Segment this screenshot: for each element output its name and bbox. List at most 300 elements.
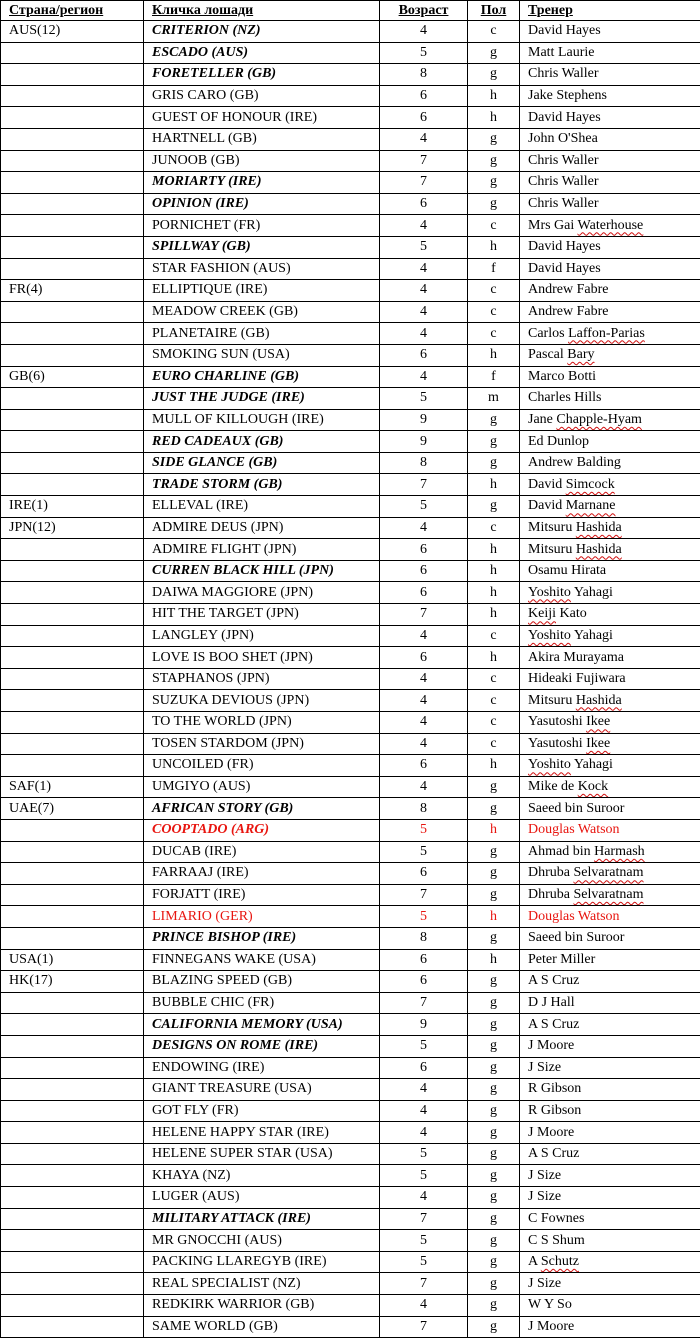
country-cell [1, 539, 144, 561]
table-row [1, 906, 700, 928]
horse-name-cell: PRINCE BISHOP (IRE) [144, 927, 380, 949]
header-row [1, 1, 700, 21]
sex-cell: c [468, 21, 520, 43]
country-cell [1, 1079, 144, 1101]
trainer-cell: Dhruba Selvaratnam [520, 884, 700, 906]
age-cell: 4 [380, 517, 468, 539]
trainer-cell: David Hayes [520, 107, 700, 129]
horse-name-cell: REDKIRK WARRIOR (GB) [144, 1295, 380, 1317]
table-row [1, 1230, 700, 1252]
sex-cell: c [468, 517, 520, 539]
country-cell [1, 690, 144, 712]
country-cell [1, 755, 144, 777]
country-cell [1, 474, 144, 496]
sex-cell: h [468, 906, 520, 928]
trainer-cell: Osamu Hirata [520, 560, 700, 582]
age-cell: 7 [380, 474, 468, 496]
table-row [1, 1187, 700, 1209]
country-cell [1, 344, 144, 366]
trainer-cell: Mitsuru Hashida [520, 539, 700, 561]
sex-cell: h [468, 560, 520, 582]
table-row [1, 85, 700, 107]
sex-cell: g [468, 1143, 520, 1165]
sex-cell: g [468, 1122, 520, 1144]
trainer-cell: Yasutoshi Ikee [520, 712, 700, 734]
horse-name-cell: PLANETAIRE (GB) [144, 323, 380, 345]
table-row [1, 582, 700, 604]
sex-cell: g [468, 1251, 520, 1273]
sex-cell: g [468, 431, 520, 453]
horse-name-cell: STAPHANOS (JPN) [144, 668, 380, 690]
table-row [1, 1165, 700, 1187]
sex-cell: h [468, 474, 520, 496]
sex-cell: g [468, 172, 520, 194]
age-cell: 5 [380, 1251, 468, 1273]
trainer-cell: Chris Waller [520, 150, 700, 172]
age-cell: 7 [380, 172, 468, 194]
age-cell: 5 [380, 388, 468, 410]
horse-name-cell: EURO CHARLINE (GB) [144, 366, 380, 388]
trainer-cell: J Moore [520, 1035, 700, 1057]
sex-cell: g [468, 452, 520, 474]
trainer-cell: Marco Botti [520, 366, 700, 388]
table-row [1, 1035, 700, 1057]
country-cell [1, 1143, 144, 1165]
sex-cell: g [468, 1100, 520, 1122]
country-cell [1, 1316, 144, 1338]
horse-name-cell: PACKING LLAREGYB (IRE) [144, 1251, 380, 1273]
country-cell [1, 841, 144, 863]
horse-name-cell: MR GNOCCHI (AUS) [144, 1230, 380, 1252]
age-cell: 4 [380, 1187, 468, 1209]
trainer-cell: J Moore [520, 1316, 700, 1338]
age-cell: 6 [380, 971, 468, 993]
country-cell [1, 647, 144, 669]
trainer-cell: A S Cruz [520, 1014, 700, 1036]
trainer-cell: J Size [520, 1273, 700, 1295]
age-cell: 9 [380, 409, 468, 431]
horse-name-cell: GIANT TREASURE (USA) [144, 1079, 380, 1101]
sex-cell: g [468, 927, 520, 949]
age-cell: 5 [380, 1165, 468, 1187]
table-row [1, 366, 700, 388]
sex-cell: g [468, 1165, 520, 1187]
header-sex: Пол [468, 1, 520, 21]
trainer-cell: J Size [520, 1165, 700, 1187]
country-cell [1, 1295, 144, 1317]
country-cell [1, 712, 144, 734]
sex-cell: c [468, 668, 520, 690]
sex-cell: g [468, 150, 520, 172]
trainer-cell: Andrew Fabre [520, 301, 700, 323]
country-cell [1, 884, 144, 906]
trainer-cell: Akira Murayama [520, 647, 700, 669]
table-row [1, 1251, 700, 1273]
table-row [1, 496, 700, 518]
country-cell [1, 819, 144, 841]
horse-name-cell: UMGIYO (AUS) [144, 776, 380, 798]
table-row [1, 258, 700, 280]
table-row [1, 625, 700, 647]
sex-cell: g [468, 1079, 520, 1101]
sex-cell: g [468, 1187, 520, 1209]
table-row [1, 64, 700, 86]
age-cell: 6 [380, 1057, 468, 1079]
age-cell: 4 [380, 1122, 468, 1144]
country-cell [1, 604, 144, 626]
age-cell: 7 [380, 604, 468, 626]
trainer-cell: Mitsuru Hashida [520, 517, 700, 539]
horse-name-cell: LUGER (AUS) [144, 1187, 380, 1209]
horse-name-cell: HARTNELL (GB) [144, 128, 380, 150]
table-row [1, 452, 700, 474]
country-cell [1, 431, 144, 453]
country-cell [1, 107, 144, 129]
table-row [1, 301, 700, 323]
age-cell: 9 [380, 1014, 468, 1036]
country-cell: FR(4) [1, 280, 144, 302]
table-row [1, 388, 700, 410]
horse-name-cell: DESIGNS ON ROME (IRE) [144, 1035, 380, 1057]
sex-cell: h [468, 107, 520, 129]
country-cell [1, 1165, 144, 1187]
country-cell [1, 1187, 144, 1209]
age-cell: 7 [380, 992, 468, 1014]
sex-cell: g [468, 1316, 520, 1338]
table-row [1, 668, 700, 690]
table-row [1, 236, 700, 258]
age-cell: 5 [380, 819, 468, 841]
horse-name-cell: HELENE HAPPY STAR (IRE) [144, 1122, 380, 1144]
table-row [1, 172, 700, 194]
horse-name-cell: SIDE GLANCE (GB) [144, 452, 380, 474]
trainer-cell: A Schutz [520, 1251, 700, 1273]
table-row [1, 712, 700, 734]
horse-name-cell: FINNEGANS WAKE (USA) [144, 949, 380, 971]
table-row [1, 323, 700, 345]
country-cell [1, 1208, 144, 1230]
country-cell [1, 150, 144, 172]
sex-cell: c [468, 280, 520, 302]
horse-name-cell: GRIS CARO (GB) [144, 85, 380, 107]
age-cell: 9 [380, 431, 468, 453]
sex-cell: g [468, 1208, 520, 1230]
horse-name-cell: SUZUKA DEVIOUS (JPN) [144, 690, 380, 712]
table-row [1, 604, 700, 626]
age-cell: 4 [380, 1295, 468, 1317]
age-cell: 4 [380, 366, 468, 388]
age-cell: 6 [380, 193, 468, 215]
age-cell: 4 [380, 625, 468, 647]
country-cell [1, 1057, 144, 1079]
trainer-cell: C S Shum [520, 1230, 700, 1252]
horse-name-cell: ESCADO (AUS) [144, 42, 380, 64]
horse-name-cell: LOVE IS BOO SHET (JPN) [144, 647, 380, 669]
age-cell: 6 [380, 949, 468, 971]
country-cell [1, 193, 144, 215]
horse-name-cell: SMOKING SUN (USA) [144, 344, 380, 366]
age-cell: 5 [380, 841, 468, 863]
table-row [1, 1316, 700, 1338]
country-cell [1, 1100, 144, 1122]
age-cell: 5 [380, 1143, 468, 1165]
horse-name-cell: MILITARY ATTACK (IRE) [144, 1208, 380, 1230]
horse-name-cell: STAR FASHION (AUS) [144, 258, 380, 280]
age-cell: 6 [380, 863, 468, 885]
horse-name-cell: GUEST OF HONOUR (IRE) [144, 107, 380, 129]
age-cell: 4 [380, 776, 468, 798]
trainer-cell: R Gibson [520, 1079, 700, 1101]
horse-name-cell: MULL OF KILLOUGH (IRE) [144, 409, 380, 431]
trainer-cell: Jake Stephens [520, 85, 700, 107]
sex-cell: g [468, 992, 520, 1014]
sex-cell: g [468, 496, 520, 518]
horse-name-cell: ADMIRE FLIGHT (JPN) [144, 539, 380, 561]
sex-cell: g [468, 884, 520, 906]
country-cell [1, 323, 144, 345]
country-cell [1, 64, 144, 86]
country-cell: SAF(1) [1, 776, 144, 798]
sex-cell: f [468, 366, 520, 388]
sex-cell: c [468, 215, 520, 237]
table-row [1, 755, 700, 777]
sex-cell: g [468, 1230, 520, 1252]
horse-name-cell: HIT THE TARGET (JPN) [144, 604, 380, 626]
trainer-cell: Ed Dunlop [520, 431, 700, 453]
age-cell: 5 [380, 496, 468, 518]
age-cell: 8 [380, 64, 468, 86]
table-row [1, 1208, 700, 1230]
table-row [1, 1273, 700, 1295]
horse-name-cell: TOSEN STARDOM (JPN) [144, 733, 380, 755]
country-cell [1, 301, 144, 323]
table-row [1, 647, 700, 669]
sex-cell: g [468, 128, 520, 150]
age-cell: 6 [380, 647, 468, 669]
trainer-cell: Douglas Watson [520, 906, 700, 928]
country-cell [1, 1122, 144, 1144]
header-country: Страна/регион [1, 1, 144, 21]
trainer-cell: Ahmad bin Harmash [520, 841, 700, 863]
age-cell: 4 [380, 301, 468, 323]
table-row [1, 733, 700, 755]
horse-name-cell: BLAZING SPEED (GB) [144, 971, 380, 993]
table-row [1, 21, 700, 43]
country-cell [1, 582, 144, 604]
age-cell: 6 [380, 344, 468, 366]
trainer-cell: David Simcock [520, 474, 700, 496]
country-cell [1, 85, 144, 107]
age-cell: 6 [380, 85, 468, 107]
horse-name-cell: HELENE SUPER STAR (USA) [144, 1143, 380, 1165]
horse-name-cell: AFRICAN STORY (GB) [144, 798, 380, 820]
sex-cell: g [468, 841, 520, 863]
table-row [1, 690, 700, 712]
table-row [1, 841, 700, 863]
table-row [1, 1295, 700, 1317]
horse-name-cell: REAL SPECIALIST (NZ) [144, 1273, 380, 1295]
trainer-cell: Chris Waller [520, 193, 700, 215]
table-row [1, 107, 700, 129]
trainer-cell: David Hayes [520, 236, 700, 258]
horse-name-cell: FARRAAJ (IRE) [144, 863, 380, 885]
horse-name-cell: LANGLEY (JPN) [144, 625, 380, 647]
country-cell: HK(17) [1, 971, 144, 993]
age-cell: 4 [380, 258, 468, 280]
table-row [1, 949, 700, 971]
sex-cell: c [468, 690, 520, 712]
table-row [1, 280, 700, 302]
table-row [1, 474, 700, 496]
table-row [1, 863, 700, 885]
horse-name-cell: OPINION (IRE) [144, 193, 380, 215]
trainer-cell: Hideaki Fujiwara [520, 668, 700, 690]
age-cell: 4 [380, 712, 468, 734]
table-row [1, 884, 700, 906]
table-row [1, 798, 700, 820]
age-cell: 4 [380, 323, 468, 345]
sex-cell: g [468, 1014, 520, 1036]
table-row [1, 992, 700, 1014]
table-row [1, 215, 700, 237]
sex-cell: g [468, 1035, 520, 1057]
age-cell: 7 [380, 150, 468, 172]
horse-name-cell: BUBBLE CHIC (FR) [144, 992, 380, 1014]
horse-name-cell: SPILLWAY (GB) [144, 236, 380, 258]
country-cell [1, 172, 144, 194]
country-cell [1, 1014, 144, 1036]
sex-cell: g [468, 1295, 520, 1317]
horse-name-cell: RED CADEAUX (GB) [144, 431, 380, 453]
age-cell: 6 [380, 755, 468, 777]
table-row [1, 150, 700, 172]
country-cell [1, 128, 144, 150]
country-cell [1, 927, 144, 949]
table-body [1, 21, 700, 1338]
sex-cell: h [468, 539, 520, 561]
trainer-cell: Peter Miller [520, 949, 700, 971]
horse-name-cell: TO THE WORLD (JPN) [144, 712, 380, 734]
country-cell [1, 236, 144, 258]
trainer-cell: J Size [520, 1057, 700, 1079]
table-row [1, 42, 700, 64]
horse-name-cell: MEADOW CREEK (GB) [144, 301, 380, 323]
sex-cell: g [468, 1057, 520, 1079]
sex-cell: g [468, 193, 520, 215]
trainer-cell: Yoshito Yahagi [520, 582, 700, 604]
age-cell: 5 [380, 42, 468, 64]
sex-cell: g [468, 971, 520, 993]
horse-name-cell: ADMIRE DEUS (JPN) [144, 517, 380, 539]
sex-cell: h [468, 949, 520, 971]
age-cell: 5 [380, 236, 468, 258]
table-row [1, 193, 700, 215]
country-cell [1, 863, 144, 885]
table-row [1, 539, 700, 561]
trainer-cell: Mitsuru Hashida [520, 690, 700, 712]
country-cell: GB(6) [1, 366, 144, 388]
table-row [1, 1122, 700, 1144]
age-cell: 4 [380, 21, 468, 43]
country-cell [1, 1273, 144, 1295]
sex-cell: h [468, 85, 520, 107]
horse-name-cell: KHAYA (NZ) [144, 1165, 380, 1187]
horse-name-cell: LIMARIO (GER) [144, 906, 380, 928]
trainer-cell: Jane Chapple-Hyam [520, 409, 700, 431]
country-cell [1, 388, 144, 410]
trainer-cell: Saeed bin Suroor [520, 798, 700, 820]
country-cell [1, 625, 144, 647]
age-cell: 6 [380, 107, 468, 129]
sex-cell: c [468, 712, 520, 734]
country-cell: IRE(1) [1, 496, 144, 518]
sex-cell: h [468, 344, 520, 366]
trainer-cell: Yoshito Yahagi [520, 755, 700, 777]
sex-cell: g [468, 64, 520, 86]
age-cell: 4 [380, 690, 468, 712]
table-header [1, 1, 700, 21]
trainer-cell: Yasutoshi Ikee [520, 733, 700, 755]
sex-cell: g [468, 776, 520, 798]
horse-name-cell: DAIWA MAGGIORE (JPN) [144, 582, 380, 604]
trainer-cell: Mike de Kock [520, 776, 700, 798]
trainer-cell: David Hayes [520, 258, 700, 280]
age-cell: 4 [380, 128, 468, 150]
trainer-cell: A S Cruz [520, 971, 700, 993]
horse-name-cell: JUST THE JUDGE (IRE) [144, 388, 380, 410]
country-cell: AUS(12) [1, 21, 144, 43]
trainer-cell: Keiji Kato [520, 604, 700, 626]
age-cell: 6 [380, 560, 468, 582]
country-cell [1, 1035, 144, 1057]
table-row [1, 776, 700, 798]
country-cell [1, 452, 144, 474]
age-cell: 7 [380, 1273, 468, 1295]
trainer-cell: Pascal Bary [520, 344, 700, 366]
horse-name-cell: FORJATT (IRE) [144, 884, 380, 906]
age-cell: 7 [380, 884, 468, 906]
horse-name-cell: GOT FLY (FR) [144, 1100, 380, 1122]
trainer-cell: J Size [520, 1187, 700, 1209]
country-cell [1, 1251, 144, 1273]
age-cell: 5 [380, 906, 468, 928]
trainer-cell: Dhruba Selvaratnam [520, 863, 700, 885]
sex-cell: m [468, 388, 520, 410]
sex-cell: g [468, 42, 520, 64]
horse-name-cell: SAME WORLD (GB) [144, 1316, 380, 1338]
age-cell: 8 [380, 798, 468, 820]
table-row [1, 517, 700, 539]
sex-cell: h [468, 236, 520, 258]
trainer-cell: Chris Waller [520, 64, 700, 86]
table-row [1, 1143, 700, 1165]
table-row [1, 1057, 700, 1079]
trainer-cell: Carlos Laffon-Parias [520, 323, 700, 345]
sex-cell: c [468, 625, 520, 647]
header-horse-name: Кличка лошади [144, 1, 380, 21]
horse-name-cell: COOPTADO (ARG) [144, 819, 380, 841]
sex-cell: c [468, 733, 520, 755]
header-age: Возраст [380, 1, 468, 21]
age-cell: 8 [380, 927, 468, 949]
trainer-cell: Saeed bin Suroor [520, 927, 700, 949]
sex-cell: f [468, 258, 520, 280]
trainer-cell: D J Hall [520, 992, 700, 1014]
sex-cell: c [468, 323, 520, 345]
sex-cell: h [468, 647, 520, 669]
table-row [1, 927, 700, 949]
trainer-cell: David Marnane [520, 496, 700, 518]
